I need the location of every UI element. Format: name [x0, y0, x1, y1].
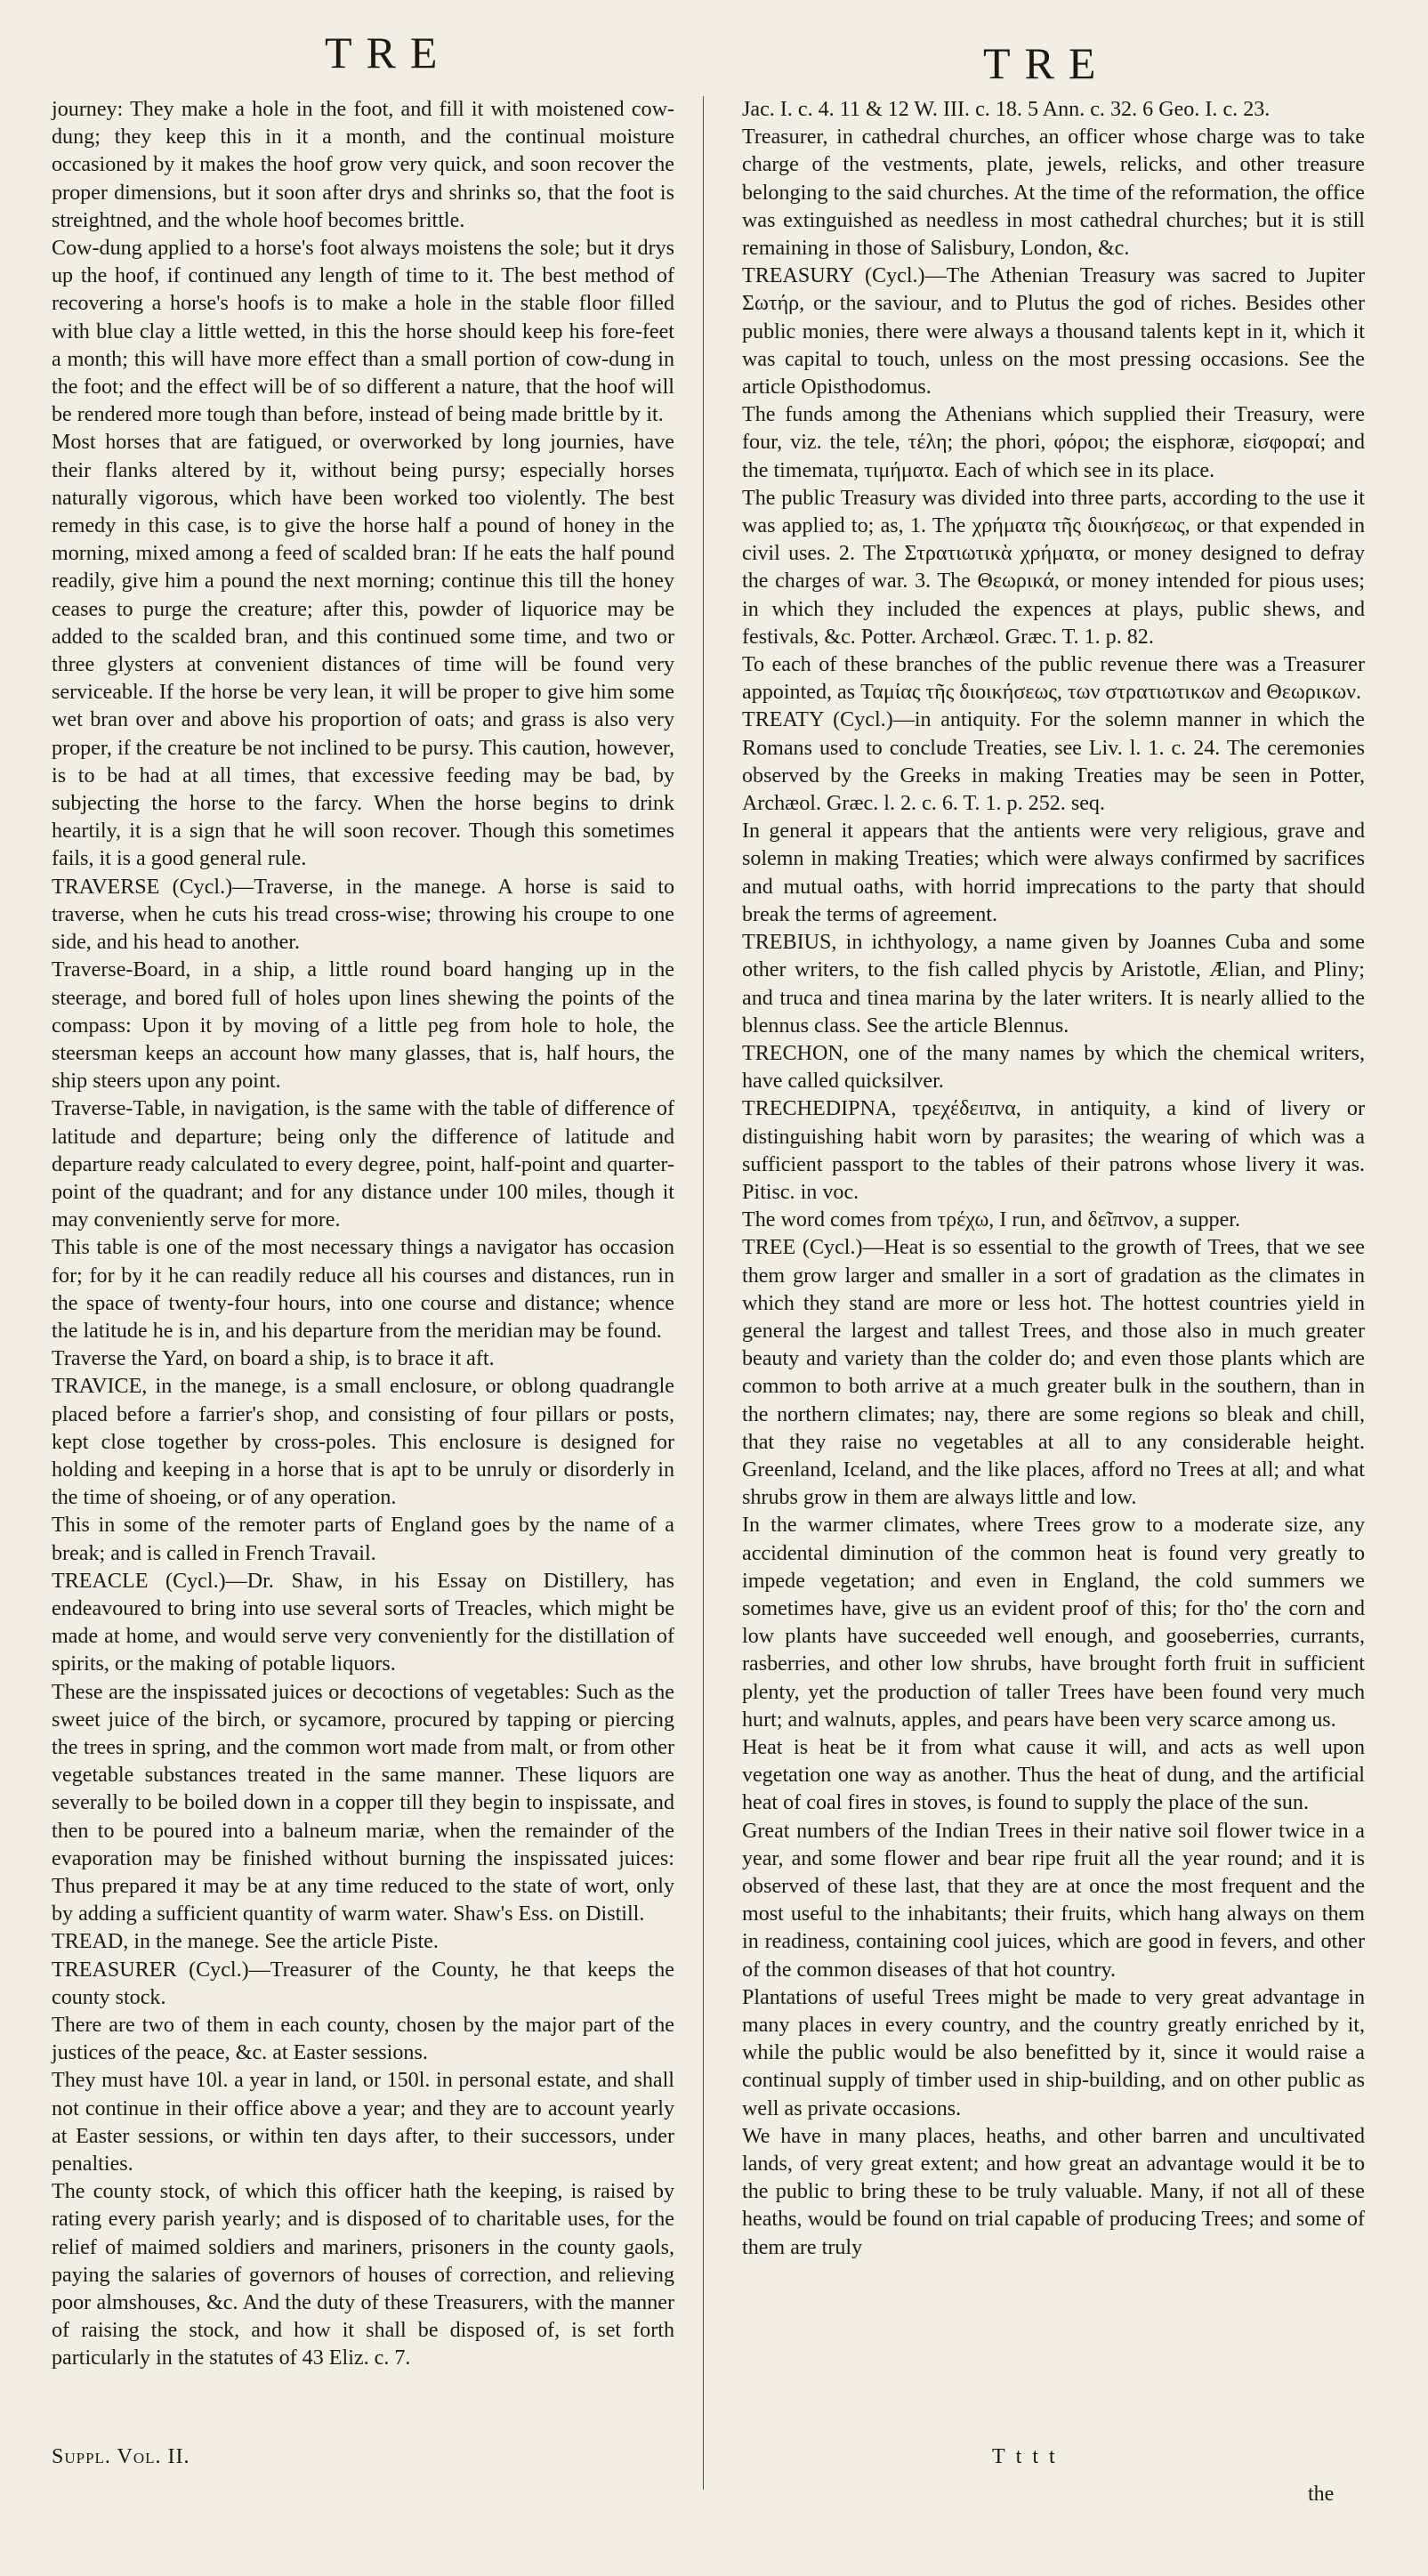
- paragraph: Great numbers of the Indian Trees in their native soil flower twice in a year, and some flower and bear ripe fruit all the year round; and it is observed of these last, that they are at once the most frequent and the most useful to the inhabitants; their fruits, which hang always on them in readiness, containing cool juices, which are good in fevers, and other of the common diseases of that hot country.: [742, 1819, 1365, 1982]
- paragraph: The public Treasury was divided into three parts, according to the use it was applied to; as, 1. The χρήματα τῆς διοικήσεως, or that expended in civil uses. 2. The Στρατιωτικὰ χρήματα, or money designed to defray the charges of war. 3. The Θεωρικά, or money intended for pious uses; in which they included the expences at plays, public shews, and festivals, &c. Potter. Archæol. Græc. T. 1. p. 82.: [742, 486, 1365, 649]
- running-head-right: TRE: [983, 38, 1110, 88]
- paragraph: Cow-dung applied to a horse's foot always moistens the sole; but it drys up the hoof, if continued any length of time to it. The best method of recovering a horse's hoofs is to make a hole in the stable floor filled with blue clay a little wetted, in this the horse should keep his fore-feet a month; this will have more effect than a small portion of cow-dung in the foot; and the effect will be of so different a nature, that the hoof will be rendered more tough than before, instead of being made brittle by it.: [52, 237, 674, 427]
- paragraph: Jac. I. c. 4. 11 & 12 W. III. c. 18. 5 Ann. c. 32. 6 Geo. I. c. 23.: [742, 98, 1271, 121]
- paragraph: Traverse the Yard, on board a ship, is to brace it aft.: [52, 1347, 495, 1371]
- paragraph: To each of these branches of the public revenue there was a Treasurer appointed, as Ταμίας τῆς διοικήσεως, των στρατιωτικων and Θεωρικων.: [742, 653, 1365, 705]
- paragraph: TRAVICE, in the manege, is a small enclosure, or oblong quadrangle placed before a farrier's shop, and consisting of four pillars or posts, kept close together by cross-poles. This enclosure is designed for holding and keeping in a horse that is apt to be unruly or disorderly in the time of shoeing, or of any operation.: [52, 1375, 674, 1510]
- paragraph: TRECHON, one of the many names by which the chemical writers, have called quicksilver.: [742, 1041, 1365, 1094]
- paragraph: We have in many places, heaths, and other barren and uncultivated lands, of very great extent; and how great an advantage would it be to the public to bring these to be truly valuable. Many, if not all of these heaths, would be found on trial capable of producing Trees; and some of them are truly: [742, 2124, 1365, 2259]
- paragraph: In general it appears that the antients were very religious, grave and solemn in making Treaties; which were always confirmed by sacrifices and mutual oaths, with horrid imprecations to the party that should break the terms of agreement.: [742, 820, 1365, 926]
- paragraph: The funds among the Athenians which supplied their Treasury, were four, viz. the tele, τέλη; the phori, φόροι; the eisphoræ, εἰσφοραί; and the timemata, τιμήματα. Each of which see in its place.: [742, 403, 1365, 482]
- paragraph: The word comes from τρέχω, I run, and δεῖπνον, a supper.: [742, 1208, 1241, 1232]
- paragraph: TRAVERSE (Cycl.)—Traverse, in the manege. A horse is said to traverse, when he cuts his tread cross-wise; throwing his croupe to one side, and his head to another.: [52, 875, 674, 955]
- paragraph: Traverse-Table, in navigation, is the same with the table of difference of latitude and departure; being only the difference of latitude and departure ready calculated to every degree, point, half-point and quarter-point of the quadrant; and for any distance under 100 miles, though it may conveniently serve for more.: [52, 1097, 674, 1232]
- paragraph: TREBIUS, in ichthyology, a name given by Joannes Cuba and some other writers, to the fish called phycis by Aristotle, Ælian, and Pliny; and truca and tinea marina by the later writers. It is nearly allied to the blennus class. See the article Blennus.: [742, 931, 1365, 1038]
- paragraph: The county stock, of which this officer hath the keeping, is raised by rating every parish yearly; and is disposed of to charitable uses, for the relief of maimed soldiers and mariners, prisoners in the county gaols, paying the salaries of governors of houses of correction, and relieving poor almshouses, &c. And the duty of these Treasurers, with the manner of raising the stock, and how it shall be disposed of, is set forth particularly in the statutes of 43 Eliz. c. 7.: [52, 2180, 674, 2370]
- paragraph: They must have 10l. a year in land, or 150l. in personal estate, and shall not continue in their office above a year; and they are to account yearly at Easter sessions, or within ten days after, to their successors, under penalties.: [52, 2069, 674, 2176]
- paragraph: Plantations of useful Trees might be made to very great advantage in many places in every country, and the country greatly enriched by it, while the public would be also benefitted by it, since it would raise a continual supply of timber used in ship-building, and on other public as well as private occasions.: [742, 1985, 1365, 2120]
- paragraph: This table is one of the most necessary things a navigator has occasion for; for by it he can readily reduce all his courses and distances, run in the space of twenty-four hours, into one course and distance; whence the latitude he is in, and his departure from the meridian may be found.: [52, 1236, 674, 1343]
- paragraph: Treasurer, in cathedral churches, an officer whose charge was to take charge of the vestments, plate, jewels, relicks, and other treasure belonging to the said churches. At the time of the reformation, the office was extinguished as needless in most cathedral churches; but it is still remaining in those of Salisbury, London, &c.: [742, 125, 1365, 261]
- paragraph: TRECHEDIPNA, τρεχέδειπνα, in antiquity, a kind of livery or distinguishing habit worn by parasites; the wearing of which was a sufficient passport to the tables of their patrons whose livery it was. Pitisc. in voc.: [742, 1097, 1365, 1204]
- paragraph: This in some of the remoter parts of England goes by the name of a break; and is called in French Travail.: [52, 1514, 674, 1565]
- left-column: [52, 96, 674, 2373]
- paragraph: These are the inspissated juices or decoctions of vegetables: Such as the sweet juice of the birch, or sycamore, procured by tapping or piercing the trees in spring, and the common wort made from malt, or from other vegetable substances treated in the same manner. These liquors are severally to be boiled down in a copper till they begin to inspissate, and then to be poured into a balneum mariæ, when the remainder of the evaporation may be finished without burning the inspissated juices: Thus prepared it may be at any time reduced to the state of wort, only by adding a sufficient quantity of warm water. Shaw's Ess. on Distill.: [52, 1680, 674, 1926]
- paragraph: journey: They make a hole in the foot, and fill it with moistened cow-dung; they keep this in it a month, and the continual moisture occasioned by it makes the hoof grow very quick, and soon recover the proper dimensions, but it soon after drys and shrinks so, that the foot is streightned, and the whole hoof becomes brittle.: [52, 98, 674, 232]
- paragraph: In the warmer climates, where Trees grow to a moderate size, any accidental diminution of the common heat is found very greatly to impede vegetation; and even in England, the cold summers we sometimes have, give us an evident proof of this; for tho' the corn and low plants have succeeded well enough, and gooseberries, currants, rasberries, and other low shrubs, have brought forth fruit in sufficient plenty, yet the production of taller Trees have been found very much hurt; and walnuts, apples, and pears have been very scarce among us.: [742, 1514, 1365, 1732]
- paragraph: TREAD, in the manege. See the article Piste.: [52, 1930, 439, 1954]
- running-head-left: TRE: [325, 28, 452, 77]
- paragraph: There are two of them in each county, chosen by the major part of the justices of the peace, &c. at Easter sessions.: [52, 2014, 674, 2065]
- paragraph: TREATY (Cycl.)—in antiquity. For the solemn manner in which the Romans used to conclude Treaties, see Liv. l. 1. c. 24. The ceremonies observed by the Greeks in making Treaties may be seen in Potter, Archæol. Græc. l. 2. c. 6. T. 1. p. 252. seq.: [742, 708, 1365, 816]
- paragraph: Heat is heat be it from what cause it will, and acts as well upon vegetation one way as another. Thus the heat of dung, and the artificial heat of coal fires in stoves, is found to supply the place of the sun.: [742, 1735, 1365, 1815]
- paragraph: TREACLE (Cycl.)—Dr. Shaw, in his Essay on Distillery, has endeavoured to bring into use several sorts of Treacles, which might be made at home, and would serve very conveniently for the distillation of spirits, or the making of potable liquors.: [52, 1569, 674, 1676]
- paragraph: TREASURER (Cycl.)—Treasurer of the County, he that keeps the county stock.: [52, 1958, 674, 2009]
- column-rule: [703, 96, 704, 2490]
- paragraph: TREE (Cycl.)—Heat is so essential to the growth of Trees, that we see them grow larger and smaller in a sort of gradation as the climates in which they stand are more or less hot. The hottest countries yield in general the largest and tallest Trees, and those also in much greater beauty and variety than the colder do; and even those plants which are common to both arrive at a much greater bulk in the southern, than in the northern climates; nay, there are some regions so bleak and chill, that they raise no vegetables at all to any considerable height. Greenland, Iceland, and the like places, afford no Trees at all; and what shrubs grow in them are always little and low.: [742, 1236, 1365, 1510]
- paragraph: TREASURY (Cycl.)—The Athenian Treasury was sacred to Jupiter Σωτήρ, or the saviour, and to Plutus the god of riches. Besides other public monies, there were always a thousand talents kept in it, which it was capital to touch, unless on the most pressing occasions. See the article Opisthodomus.: [742, 264, 1365, 400]
- paragraph: Most horses that are fatigued, or overworked by long journies, have their flanks altered by it, without being pursy; especially horses naturally vigorous, which have been worked too violently. The best remedy in this case, is to give the horse half a pound of honey in the morning, mixed among a feed of scalded bran: If he eats the half pound readily, give him a pound the next morning; continue this till the honey ceases to purge the creature; after this, powder of liquorice may be added to the scalded bran, and this continued some time, and two or three glysters at convenient distances of time will be found very serviceable. If the horse be very lean, it will be proper to give him some wet bran over and above his proportion of oats; and grass is also very proper, if the creature be not inclined to be pursy. This caution, however, is to be had at all times, that excessive feeding may be bad, by subjecting the horse to the farcy. When the horse begins to drink heartily, it is a sign that he will soon recover. Though this sometimes fails, it is a good general rule.: [52, 431, 674, 871]
- volume-signature: Suppl. Vol. II.: [52, 2445, 190, 2468]
- catchword: the: [1308, 2483, 1335, 2506]
- right-column: [742, 96, 1365, 2262]
- paragraph: Traverse-Board, in a ship, a little round board hanging up in the steerage, and bored full of holes upon lines shewing the points of the compass: Upon it by moving of a little peg from hole to hole, the steersman keeps an account how many glasses, that is, half hours, the ship steers upon any point.: [52, 958, 674, 1094]
- signature-mark: Tttt: [992, 2445, 1066, 2468]
